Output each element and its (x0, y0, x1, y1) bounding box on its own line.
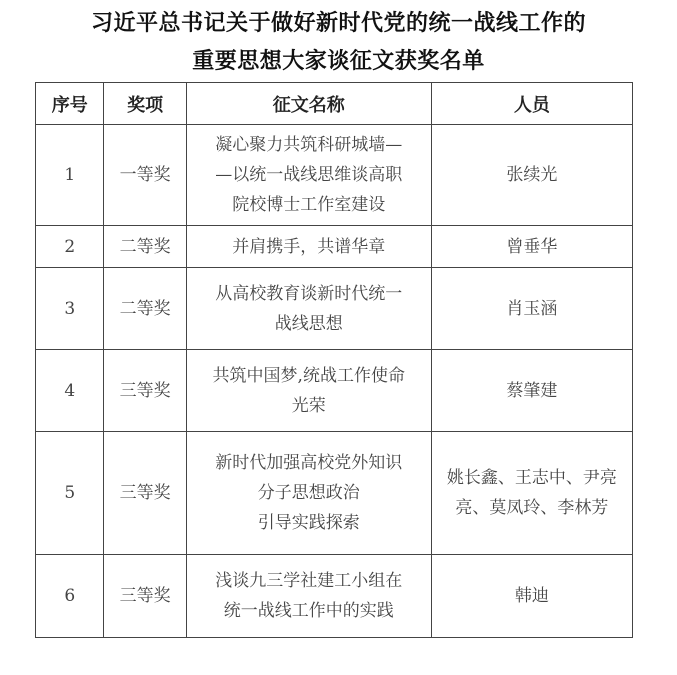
cell-essay-title (186, 226, 431, 268)
essay-title-line: 浅谈九三学社建工小组在 (215, 571, 403, 591)
cell-serial-number: 4 (36, 350, 104, 432)
essay-title-line: 并肩携手，共谱华章 (232, 236, 386, 257)
essay-title-line: 新时代加强高校党外知识 (215, 453, 403, 473)
header-serial-number: 序号 (36, 83, 104, 125)
cell-award: 三等奖 (104, 432, 186, 555)
essay-title-line: 引导实践探索 (257, 513, 360, 533)
table-row (36, 125, 633, 226)
cell-award: 三等奖 (104, 350, 186, 432)
table-row (36, 268, 633, 350)
cell-serial-number: 2 (36, 226, 104, 268)
table-row (36, 555, 633, 638)
cell-award: 二等奖 (104, 226, 186, 268)
people-line: 韩迪 (514, 586, 549, 606)
table-row (36, 350, 633, 432)
essay-title-line: 从高校教育谈新时代统一 (215, 283, 403, 304)
table-header-row (36, 83, 633, 125)
essay-title-line: 分子思想政治 (257, 483, 360, 503)
people-line: 肖玉涵 (506, 298, 558, 319)
essay-title-line: 光荣 (291, 395, 326, 416)
essay-title-line: 凝心聚力共筑科研城墙— (215, 135, 403, 155)
essay-title-line: —以统一战线思维谈高职 (215, 165, 403, 185)
cell-essay-title (186, 350, 431, 432)
people-line: 曾垂华 (506, 236, 558, 257)
cell-essay-title (186, 125, 431, 226)
essay-title-line: 共筑中国梦,统战工作使命 (212, 365, 405, 386)
essay-title-line: 院校博士工作室建设 (232, 195, 386, 215)
cell-serial-number: 1 (36, 125, 104, 226)
cell-people (431, 125, 632, 226)
cell-essay-title (186, 555, 431, 638)
table-row (36, 432, 633, 555)
people-line: 蔡肇建 (506, 380, 558, 401)
cell-people (431, 350, 632, 432)
cell-serial-number: 6 (36, 555, 104, 638)
cell-serial-number: 5 (36, 432, 104, 555)
people-line: 姚长鑫、王志中、尹亮 (446, 468, 617, 488)
cell-people (431, 432, 632, 555)
essay-title-line: 战线思想 (274, 313, 343, 334)
cell-essay-title (186, 432, 431, 555)
cell-serial-number: 3 (36, 268, 104, 350)
essay-title-line: 统一战线工作中的实践 (223, 601, 394, 621)
cell-people (431, 226, 632, 268)
people-line: 张续光 (506, 165, 558, 185)
cell-award: 一等奖 (104, 125, 186, 226)
cell-essay-title (186, 268, 431, 350)
header-people: 人员 (431, 83, 632, 125)
cell-people (431, 555, 632, 638)
people-line: 亮、莫凤玲、李林芳 (455, 498, 609, 518)
header-award: 奖项 (104, 83, 186, 125)
header-essay-title: 征文名称 (186, 83, 431, 125)
award-list-table (35, 82, 633, 638)
table-row (36, 226, 633, 268)
document-title-line-2: 重要思想大家谈征文获奖名单 (192, 48, 485, 74)
cell-people (431, 268, 632, 350)
document-title-line-1: 习近平总书记关于做好新时代党的统一战线工作的 (90, 10, 586, 36)
cell-award: 二等奖 (104, 268, 186, 350)
cell-award: 三等奖 (104, 555, 186, 638)
